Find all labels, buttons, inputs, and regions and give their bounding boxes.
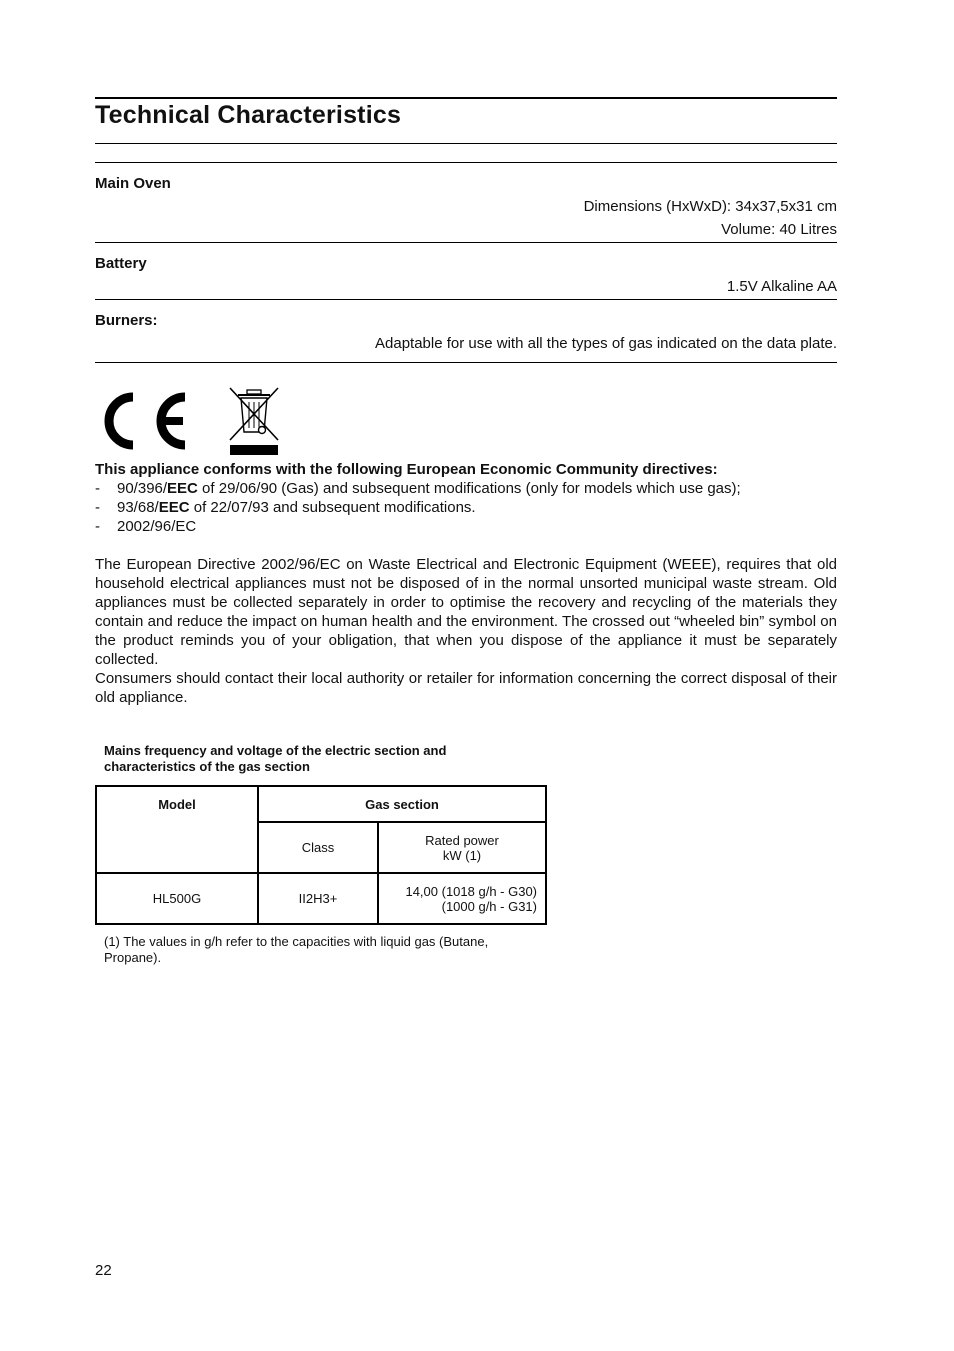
directive-code: 90/396/ [117, 480, 168, 497]
table-caption [104, 743, 446, 775]
directive-code: 2002/96/EC [117, 518, 197, 535]
divider-burners [95, 362, 837, 363]
main-oven-volume: Volume: 40 Litres [721, 221, 837, 238]
col-rated-power-header [378, 822, 546, 873]
main-oven-dimensions: Dimensions (HxWxD): 34x37,5x31 cm [583, 198, 837, 215]
cell-model: HL500G [96, 873, 258, 924]
directive-code: 93/68/ [117, 499, 159, 516]
col-model-header: Model [96, 786, 258, 873]
directives-heading: This appliance conforms with the following European Economic Community directives: [95, 461, 718, 478]
directive-details: of 22/07/93 and subsequent modifications. [189, 499, 476, 516]
directive-item [95, 517, 196, 536]
cell-class: II2H3+ [258, 873, 378, 924]
directive-item [95, 479, 741, 498]
list-dash: - [95, 518, 100, 535]
rated-power-g31: (1000 g/h - G31) [441, 898, 537, 914]
rated-power-label: Rated power [425, 832, 499, 848]
directive-details: of 29/06/90 (Gas) and subsequent modifications (only for models which use gas); [197, 480, 741, 497]
col-gas-section-header: Gas section [258, 786, 546, 822]
title-bottom-rule [95, 143, 837, 144]
cell-rated-power [378, 873, 546, 924]
title-top-rule [95, 97, 837, 99]
rated-power-g30: 14,00 (1018 g/h - G30) [405, 883, 537, 899]
divider-main-oven [95, 242, 837, 243]
battery-value: 1.5V Alkaline AA [726, 278, 837, 295]
page-title: Technical Characteristics [95, 101, 402, 129]
directive-item [95, 498, 476, 517]
col-class-header: Class [258, 822, 378, 873]
burners-label: Burners: [95, 312, 158, 329]
directive-eec: EEC [158, 499, 190, 516]
gas-table [95, 785, 547, 925]
table-header-row [96, 786, 546, 822]
table-footnote: (1) The values in g/h refer to the capacities with liquid gas (Butane, Propane). [104, 934, 489, 965]
main-oven-label: Main Oven [95, 175, 171, 192]
table-row [96, 873, 546, 924]
rated-power-unit: kW (1) [442, 847, 482, 863]
weee-consumer-paragraph: Consumers should contact their local authority or retailer for information concerning the correct disposal of their old appliance. [95, 670, 837, 706]
battery-label: Battery [95, 255, 147, 272]
weee-paragraph: The European Directive 2002/96/EC on Waste Electrical and Electronic Equipment (WEEE), requires that old household electrical appliances must not be disposed of in the normal unsorted municipal waste stream. Old appliances must be collected separately in order to optimise the recovery and recycling of the materials they contain and reduce the impact on human health and the environment. The crossed out “wheeled bin” symbol on the product reminds you of your obligation, that when you dispose of the appliance it must be separately collected. [95, 556, 837, 668]
list-dash: - [95, 480, 100, 497]
directive-eec: EEC [167, 480, 198, 497]
section-top-rule [95, 162, 837, 163]
table-caption-line: characteristics of the gas section [104, 759, 310, 774]
page-number: 22 [95, 1262, 112, 1279]
ce-mark-icon [95, 386, 191, 461]
burners-value: Adaptable for use with all the types of gas indicated on the data plate. [375, 335, 837, 352]
divider-battery [95, 299, 837, 300]
list-dash: - [95, 499, 100, 516]
crossed-out-wheeled-bin-icon [228, 386, 280, 463]
table-caption-line: Mains frequency and voltage of the electric section and [104, 743, 447, 758]
